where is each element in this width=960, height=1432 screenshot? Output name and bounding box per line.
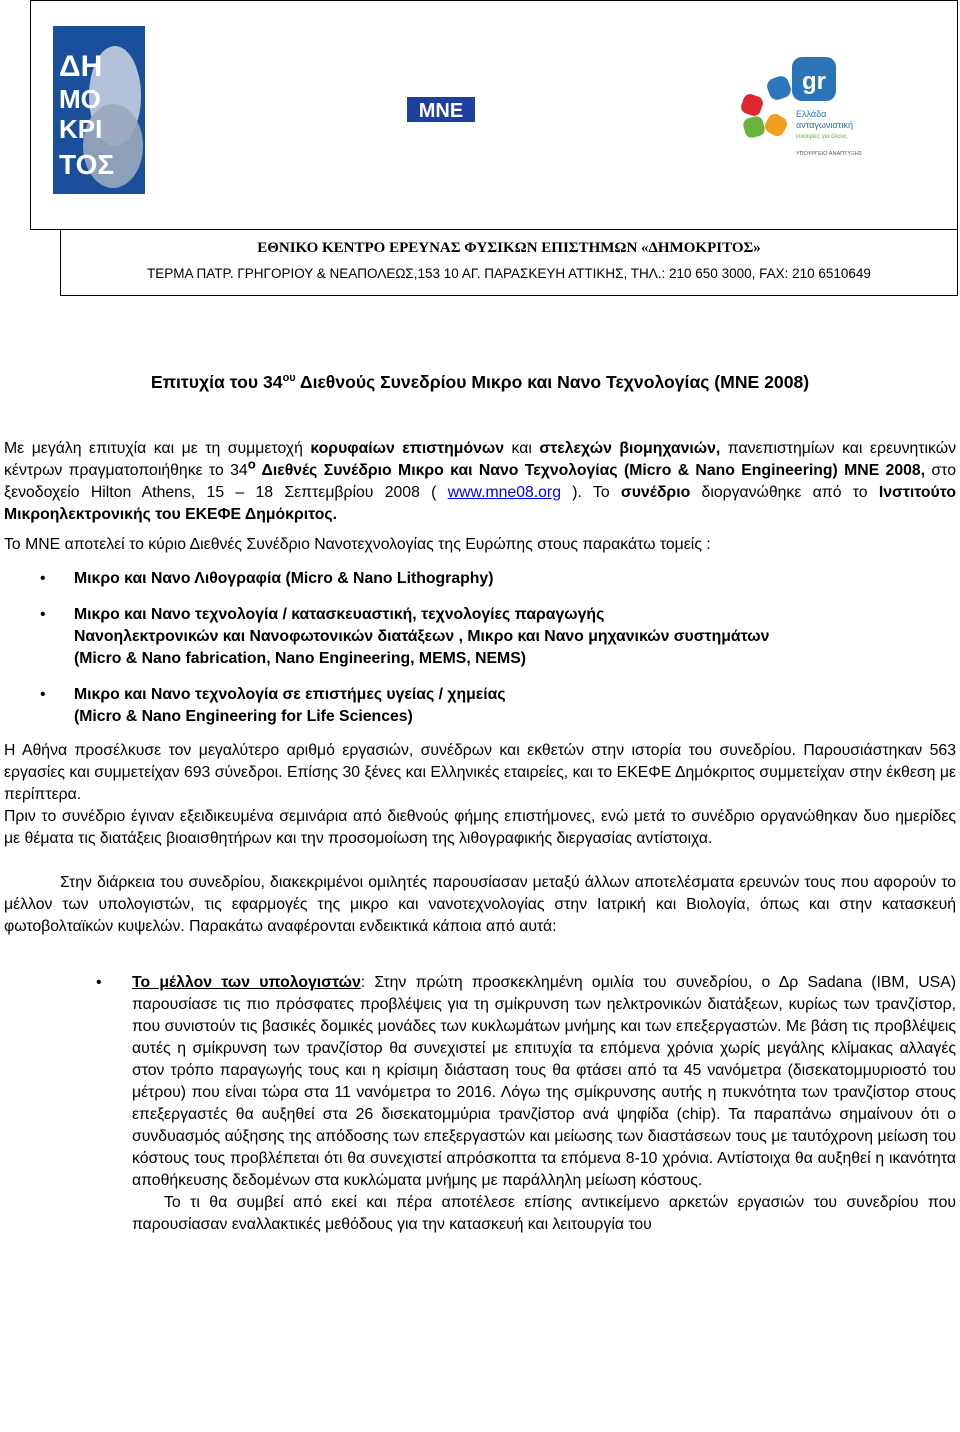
logo-banner [30,0,958,230]
greece-competitiveness-logo [736,51,866,161]
speakers-paragraph: Στην διάρκεια του συνεδρίου, διακεκριμένοι ομιλητές παρουσίασαν μεταξύ άλλων αποτελέσματα ερευνών τους που αφορούν το μέλλον των υπολογιστών, τις εφαρμογές της μικρο και νανοτεχνολογίας στην Ιατρική και Βιολογία, όπως και στην κατασκευή φωτοβολταϊκών κυψελών. Παρακάτω αναφέρονται ενδεικτικά κάποια από αυτά: [4,874,956,935]
organization-header [60,230,958,296]
svg-text:Ελλάδα: Ελλάδα [796,109,827,119]
demokritos-logo [53,26,145,194]
organization-name: ΕΘΝΙΚΟ ΚΕΝΤΡΟ ΕΡΕΥΝΑΣ ΦΥΣΙΚΩΝ ΕΠΙΣΤΗΜΩΝ «ΔΗΜΟΚΡΙΤΟΣ» [257,240,761,256]
attendance-paragraph: Η Αθήνα προσέλκυσε τον μεγαλύτερο αριθμό εργασιών, συνέδρων και εκθετών στην ιστορία του συνεδρίου. Παρουσιάστηκαν 563 εργασίες και συμμετείχαν 693 σύνεδροι. Επίσης 30 ξένες και Ελληνικές εταιρείες, και το ΕΚΕΦΕ Δημόκριτος συμμετείχαν στην έκθεση με περίπτερα. [4,742,956,803]
mne-logo [407,97,475,122]
list-item: • Το μέλλον των υπολογιστών: Στην πρώτη προσκεκλημένη ομιλία του συνεδρίου, ο Δρ Sadana (IBM, USA) παρουσίασε τις πιο πρόσφατες προβλέψεις για τη σμίκρυνση των ηελκτρονικών διατάξεων, κυρίως των τρανζίστορ, που συνιστούν τις βασικές δομικές μονάδες των κυκλωμάτων μνήμης και των επεξεργαστών. Με βάση τις προβλέψεις αυτές η σμίκρυνση των τρανζίστορ θα συνεχιστεί με επιτυχία τα επόμενα χρόνια χωρίς μεγάλης κλίμακας αλλαγές στον τρόπο παραγωγής τους και η κρίσιμη διάσταση τους θα φτάσει από τα 45 νανόμετρα (δισεκατομμυριοστό του μέτρου) που είναι τώρα στα 11 νανόμετρα το 2016. Λόγω της σμίκρυνσης αυτής η πυκνότητα των τρανζίστορ στους επεξεργαστές θα αυξηθεί στα 26 δισεκατομμύρια τρανζίστορ ανά ψηφίδα (chip). Τα παραπάνω σημαίνουν ότι ο συνδυασμός αύξησης της απόδοσης των επεξεργαστών και μείωσης των διαστάσεων τους με ταυτόχρονη μείωση του κόστους τους προβλέπεται ότι θα συνεχιστεί απρόσκοπτα τα επόμενα 8-10 χρόνια. Αντίστοιχα θα αυξηθεί η ικανότητα αποθήκευσης δεδομένων στα κυκλώματα μνήμης με παράλληλη μείωση κόστους. [96,974,956,1189]
list-item: • Μικρο και Νανο τεχνολογία / κατασκευαστική, τεχνολογίες παραγωγής Νανοηλεκτρονικών και Νανοφωτονικών διατάξεων , Μικρο και Νανο μηχανικών συστημάτων (Micro & Nano fabrication, Nano Engineering, MEMS, NEMS) [40,606,770,667]
svg-text:MNE: MNE [418,100,464,122]
svg-text:gr: gr [802,68,826,95]
article-body [4,438,956,1236]
list-item: • Μικρο και Νανο τεχνολογία σε επιστήμες υγείας / χημείας (Micro & Nano Engineering for Life Sciences) [40,686,506,725]
svg-text:ΔΗ: ΔΗ [59,50,103,83]
svg-text:ανταγωνιστική: ανταγωνιστική [796,120,853,130]
sectors-intro-paragraph: Το MNE αποτελεί το κύριο Διεθνές Συνέδριο Νανοτεχνολογίας της Ευρώπης στους παρακάτω τομείς : [4,536,711,553]
svg-text:ΚΡΙ: ΚΡΙ [59,114,103,144]
svg-text:ευκαιρίες για όλους: ευκαιρίες για όλους [796,134,847,140]
sectors-list [4,568,956,728]
conference-website-link[interactable]: www.mne08.org [447,484,561,501]
list-item-continuation: Το τι θα συμβεί από εκεί και πέρα αποτέλεσε επίσης αντικείμενο αρκετών εργασιών του συνεδρίου που παρουσίασαν εναλλακτικές μεθόδους για την κατασκευή και λειτουργία του [132,1194,956,1233]
list-item: • Μικρο και Νανο Λιθογραφία (Micro & Nano Lithography) [40,570,494,587]
organization-address: ΤΕΡΜΑ ΠΑΤΡ. ΓΡΗΓΟΡΙΟΥ & ΝΕΑΠΟΛΕΩΣ,153 10 ΑΓ. ΠΑΡΑΣΚΕΥΗ ΑΤΤΙΚΗΣ, ΤΗΛ.: 210 650 3000, FAX: 210 6510649 [147,266,871,281]
highlights-list [4,972,956,1236]
svg-text:ΥΠΟΥΡΓΕΙΟ ΑΝΑΠΤΥΞΗΣ: ΥΠΟΥΡΓΕΙΟ ΑΝΑΠΤΥΞΗΣ [796,151,863,157]
press-release-title: Επιτυχία του $34^{o\upsilon}$ Διεθνούς Συνεδρίου Μικρο και Νανο Τεχνολογίας (MNE 2008) [150,372,810,392]
svg-text:ΤΟΣ: ΤΟΣ [59,149,115,180]
svg-text:ΜΟ: ΜΟ [59,84,101,114]
seminars-paragraph: Πριν το συνέδριο έγιναν εξειδικευμένα σεμινάρια από διεθνούς φήμης επιστήμονες, ενώ μετά το συνέδριο οργανώθηκαν δυο ημερίδες με θέματα τις διατάξεις βιοαισθητήρων και την προσομοίωση της λιθογραφικής διεργασίας αντίστοιχα. [4,808,956,847]
intro-paragraph: Με μεγάλη επιτυχία και με τη συμμετοχή κορυφαίων επιστημόνων και στελεχών βιομηχανιών, πανεπιστημίων και ερευνητικών κέντρων πραγματοποιήθηκε το $34^o$ Διεθνές Συνέδριο Μικρο και Νανο Τεχνολογίας (Micro & Nano Engineering) MNE 2008, στο ξενοδοχείο Hilton Athens, 15 – 18 Σεπτεμβρίου 2008 ( www.mne08.org ). Το συνέδριο διοργανώθηκε από το Ινστιτούτο Μικροηλεκτρονικής του ΕΚΕΦΕ Δημόκριτος. [4,440,957,523]
